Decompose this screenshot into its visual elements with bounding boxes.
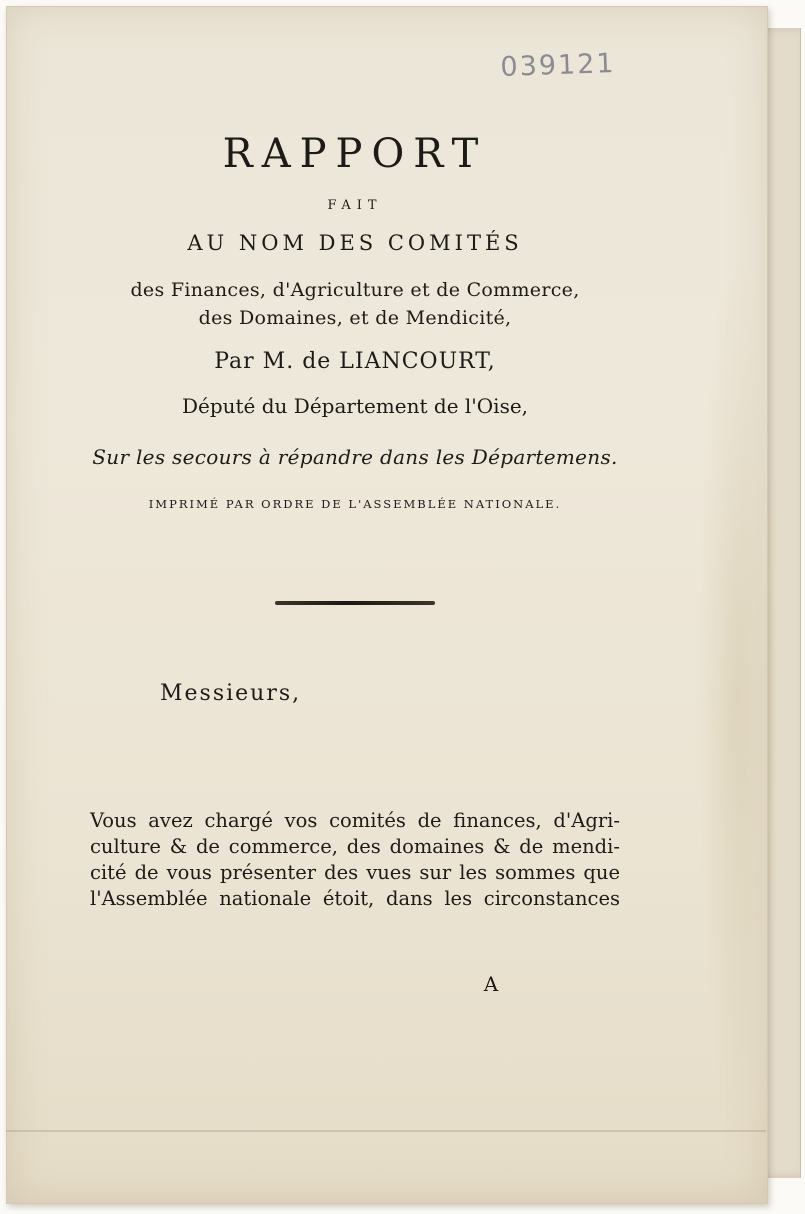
separator-rule [90, 590, 620, 596]
author-position: Député du Département de l'Oise, [181, 394, 529, 418]
body-line: cité de vous présenter des vues sur les sommes que [90, 861, 620, 884]
subtitle-fait: FAIT [327, 198, 383, 213]
body-line: l'Assemblée nationale étoit, dans les circonstances [90, 887, 620, 910]
committees-line-1: des Finances, d'Agriculture et de Commerce, [130, 279, 580, 301]
title-page-content [90, 130, 620, 912]
body-paragraph [90, 808, 620, 912]
inventory-number: 039121 [499, 48, 617, 83]
fold-line [6, 1130, 766, 1132]
paper-stain [697, 247, 777, 1147]
document-title: RAPPORT [222, 131, 488, 177]
author-line: Par M. de LIANCOURT, [214, 349, 496, 374]
body-line: culture & de commerce, des domaines & de mendi- [90, 835, 620, 858]
printing-notice: IMPRIMÉ PAR ORDRE DE L'ASSEMBLÉE NATIONALE. [148, 497, 562, 511]
report-subject: Sur les secours à répandre dans les Départemens. [92, 445, 618, 469]
body-line: Vous avez chargé vos comités de finances, d'Agri- [90, 809, 620, 832]
signature-mark: A [483, 972, 499, 996]
salutation: Messieurs, [160, 681, 302, 706]
committees-line-2: des Domaines, et de Mendicité, [198, 307, 512, 329]
au-nom-heading: AU NOM DES COMITÉS [187, 231, 523, 255]
rule-line [275, 601, 435, 605]
